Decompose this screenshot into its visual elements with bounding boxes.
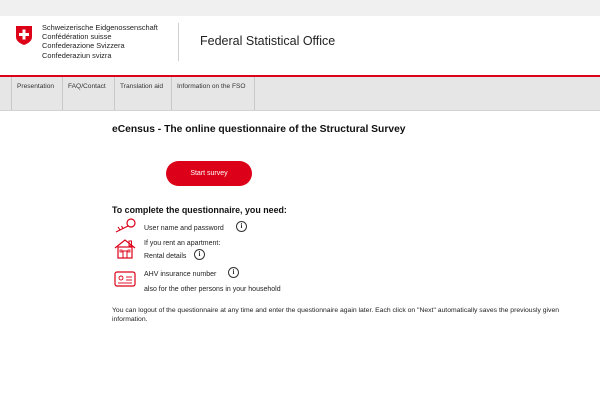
logout-save-note: You can logout of the questionnaire at any time and enter the questionnaire again later. Each click on "Next" automatically saves the previously given information. <box>112 307 560 323</box>
requirement-ahv-text: AHV insurance number <box>144 271 217 278</box>
office-name: Federal Statistical Office <box>200 34 336 48</box>
info-rental-details-icon[interactable]: i <box>194 249 205 260</box>
main-nav <box>0 77 600 111</box>
info-ahv-icon[interactable]: i <box>228 267 239 278</box>
house-icon <box>113 238 137 260</box>
swiss-coat-of-arms-icon <box>16 26 32 45</box>
confederation-name-fr: Confédération suisse <box>42 32 112 42</box>
page-title: eCensus - The online questionnaire of the Structural Survey <box>112 124 406 135</box>
start-survey-button[interactable]: Start survey <box>166 161 252 186</box>
key-icon <box>113 217 137 233</box>
requirements-heading: To complete the questionnaire, you need: <box>112 205 287 215</box>
confederation-name-de: Schweizerische Eidgenossenschaft <box>42 23 158 32</box>
requirement-rent-text: If you rent an apartment: <box>144 240 221 247</box>
requirement-household-text: also for the other persons in your household <box>144 286 281 293</box>
confederation-name-rm: Confederaziun svizra <box>42 50 112 60</box>
info-credentials-icon[interactable]: i <box>236 221 247 232</box>
confederation-names <box>42 23 158 60</box>
nav-translation-aid[interactable]: Translation aid <box>114 77 170 110</box>
nav-faq-contact[interactable]: FAQ/Contact <box>62 77 113 110</box>
nav-information-fso[interactable]: Information on the FSO <box>171 77 255 110</box>
nav-presentation[interactable]: Presentation <box>11 77 61 110</box>
header <box>0 16 600 75</box>
confederation-name-it: Confederazione Svizzera <box>42 41 125 51</box>
header-divider <box>178 23 179 61</box>
requirement-rental-details-text: Rental details <box>144 253 187 260</box>
top-gray-bar <box>0 0 600 16</box>
requirement-credentials-text: User name and password <box>144 225 224 232</box>
id-card-icon <box>114 271 136 287</box>
